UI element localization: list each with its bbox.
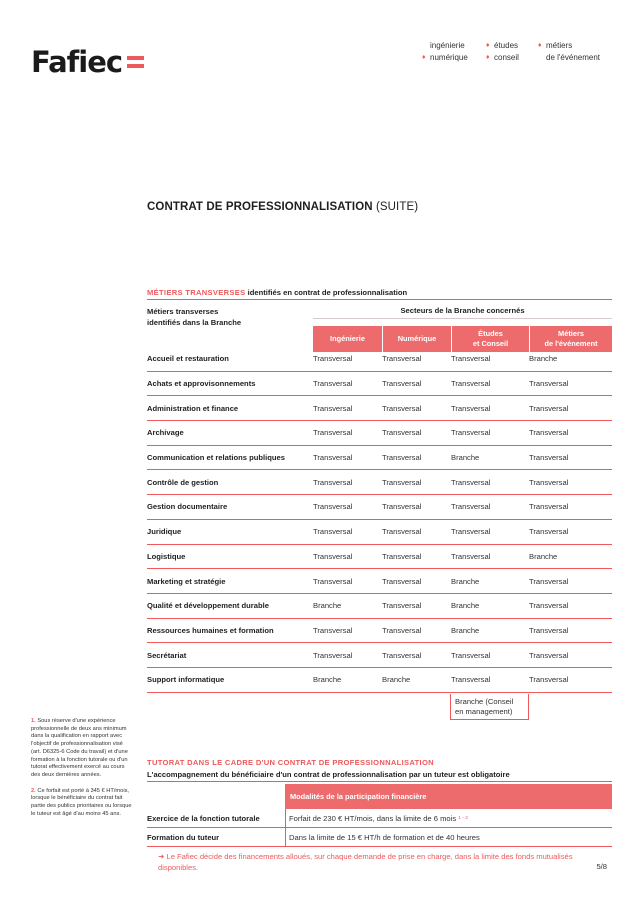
tutorat-row-label: Formation du tuteur (147, 832, 220, 842)
tutorat-title: TUTORAT DANS LE CADRE D'UN CONTRAT DE PROFESSIONNALISATION (147, 758, 434, 767)
fafiec-logo (31, 45, 144, 79)
logo-equals-icon (127, 56, 144, 68)
sector-value-cell: Transversal (451, 379, 491, 389)
tutorat-subtitle: L'accompagnement du bénéficiaire d'un contrat de professionnalisation par un tuteur est obligatoire (147, 770, 510, 779)
sector-value-cell: Transversal (451, 527, 491, 537)
tagline-col-1 (422, 40, 468, 64)
sector-value-cell: Transversal (313, 551, 353, 561)
sector-value-cell: Transversal (382, 576, 422, 586)
table-row (147, 396, 612, 421)
tagline-evenement: de l'événement (546, 53, 601, 62)
tutorat-row-value (285, 828, 480, 846)
sector-label: de l'événement (544, 339, 598, 348)
sector-value-cell: Transversal (382, 354, 422, 364)
table-row (147, 520, 612, 545)
sector-value-cell: Transversal (529, 601, 569, 611)
footnote-number: 1. (31, 718, 36, 724)
footnote-number: 2. (31, 787, 36, 794)
diamond-icon: ♦ (538, 42, 542, 49)
sector-value-cell: Branche (451, 576, 480, 586)
diamond-icon: ♦ (422, 54, 426, 61)
section-heading-accent: MÉTIERS TRANSVERSES (147, 288, 246, 297)
table-row (147, 569, 612, 594)
metier-name: Gestion documentaire (147, 502, 228, 512)
metier-name: Logistique (147, 551, 186, 561)
sector-value-cell: Transversal (451, 354, 491, 364)
sector-value-cell: Transversal (313, 354, 353, 364)
tagline-metiers: métiers (546, 41, 573, 50)
page-title-main: CONTRAT DE PROFESSIONNALISATION (147, 201, 373, 213)
footnote-1 (31, 718, 134, 780)
sector-label: Ingénierie (330, 334, 365, 343)
sector-value-cell: Transversal (382, 403, 422, 413)
sector-value-cell: Transversal (529, 625, 569, 635)
sector-value-cell: Transversal (382, 379, 422, 389)
sector-value-cell: Transversal (529, 477, 569, 487)
page-number: 5/8 (596, 862, 607, 871)
metier-name: Achats et approvisonnements (147, 379, 256, 389)
extra-line-1: Branche (Conseil (455, 697, 514, 706)
sector-value-cell: Transversal (382, 428, 422, 438)
sector-value-cell: Transversal (529, 379, 569, 389)
logo-wordmark: Fafiec (31, 45, 123, 79)
sector-label: et Conseil (472, 339, 509, 348)
page-title-suffix: (SUITE) (375, 201, 419, 213)
metier-name: Ressources humaines et formation (147, 625, 274, 635)
table-row (147, 372, 612, 397)
tutorat-top-divider (147, 781, 612, 782)
footnote-text: Ce forfait est porté à 345 € HT/mois, lorsque le bénéficiaire du contrat fait partie des publics prioritaires ou lorsque le tuteur est âgé d'au moins 45 ans. (31, 787, 132, 817)
page-title (147, 201, 418, 213)
tutorat-value-text: Dans la limite de 15 € HT/h de formation et de 40 heures (289, 832, 480, 842)
sector-value-cell: Branche (382, 675, 411, 685)
metiers-table-body (147, 347, 612, 693)
table-row (147, 668, 612, 693)
tagline-ingenierie: ingénierie (430, 41, 465, 50)
metier-name: Support informatique (147, 675, 225, 685)
footnote-text: Sous réserve d'une expérience professionnelle de deux ans minimum dans la qualification en rapport avec l'objectif de professionnalisation visé (art. D6325-6 Code du travail) et d'une formation à la fonction tutorale ou d'un tutorat effectivement exercé au cours des deux dernières années. (31, 718, 128, 778)
sector-label: Métiers (558, 329, 584, 338)
section-top-divider (147, 299, 612, 300)
metier-name: Communication et relations publiques (147, 453, 285, 463)
footnote-2 (31, 788, 134, 819)
tagline-numerique: numérique (430, 53, 468, 62)
sector-value-cell: Branche (529, 354, 558, 364)
sector-value-cell: Transversal (451, 502, 491, 512)
tutorat-row (147, 809, 612, 828)
sector-value-cell: Transversal (313, 379, 353, 389)
sector-value-cell: Transversal (382, 453, 422, 463)
sector-value-cell: Transversal (382, 502, 422, 512)
footnote-ref: 1 - 2 (458, 815, 468, 821)
sector-value-cell: Transversal (313, 576, 353, 586)
header-line-2: identifiés dans la Branche (147, 318, 242, 327)
sector-value-cell: Transversal (382, 650, 422, 660)
tagline-conseil: conseil (494, 53, 519, 62)
table-row (147, 619, 612, 644)
sector-value-cell: Transversal (313, 428, 353, 438)
footnotes (31, 718, 134, 826)
sector-value-cell: Branche (451, 601, 480, 611)
header-divider (313, 318, 612, 319)
sector-value-cell: Transversal (529, 502, 569, 512)
sector-value-cell: Transversal (451, 551, 491, 561)
table-row (147, 347, 612, 372)
section-heading-rest: identifiés en contrat de professionnalisation (247, 288, 408, 297)
sector-value-cell: Branche (529, 551, 558, 561)
extra-line-2: en management) (455, 707, 513, 716)
metier-name: Accueil et restauration (147, 354, 229, 364)
sector-value-cell: Transversal (313, 527, 353, 537)
sector-value-cell: Transversal (529, 576, 569, 586)
sector-value-cell: Transversal (382, 601, 422, 611)
sector-value-cell: Transversal (451, 428, 491, 438)
table-header-secteurs: Secteurs de la Branche concernés (400, 306, 525, 315)
table-header-metiers (147, 306, 241, 328)
header-line-1: Métiers transverses (147, 307, 219, 316)
sector-value-cell: Branche (451, 625, 480, 635)
tutorat-row (147, 828, 612, 847)
sector-value-cell: Transversal (382, 551, 422, 561)
sector-value-cell: Branche (313, 675, 342, 685)
diamond-icon: ♦ (486, 42, 490, 49)
sector-value-cell: Branche (313, 601, 342, 611)
table-row (147, 545, 612, 570)
sector-value-cell: Transversal (451, 650, 491, 660)
metier-name: Contrôle de gestion (147, 477, 219, 487)
table-row (147, 421, 612, 446)
sector-value-cell: Branche (451, 453, 480, 463)
table-row (147, 446, 612, 471)
metier-name: Administration et finance (147, 403, 239, 413)
metier-name: Juridique (147, 527, 182, 537)
sector-value-cell: Transversal (313, 502, 353, 512)
sector-value-cell: Transversal (529, 428, 569, 438)
tutorat-table-header: Modalités de la participation financière (285, 784, 612, 809)
sector-value-cell: Transversal (529, 527, 569, 537)
sector-value-cell: Transversal (451, 403, 491, 413)
table-row (147, 470, 612, 495)
table-row (147, 594, 612, 619)
metier-name: Qualité et développement durable (147, 601, 269, 611)
diamond-icon: ♦ (486, 54, 490, 61)
sector-label: Numérique (397, 334, 437, 343)
sector-value-cell: Transversal (313, 650, 353, 660)
sector-value-cell: Transversal (529, 675, 569, 685)
sector-value-cell: Transversal (313, 625, 353, 635)
metier-name: Marketing et stratégie (147, 576, 226, 586)
sector-value-cell: Transversal (382, 527, 422, 537)
sector-value-cell: Transversal (529, 403, 569, 413)
sector-value-cell: Transversal (313, 477, 353, 487)
sector-value-cell: Transversal (451, 675, 491, 685)
table-row (147, 643, 612, 668)
tutorat-row-value (285, 809, 468, 827)
sector-value-cell: Transversal (529, 650, 569, 660)
sector-value-cell: Transversal (313, 403, 353, 413)
tutorat-value-text: Forfait de 230 € HT/mois, dans la limite de 6 mois (289, 813, 457, 823)
sector-value-cell: Transversal (313, 453, 353, 463)
metier-name: Secrétariat (147, 650, 187, 660)
section-metiers-heading (147, 288, 407, 297)
table-row (147, 495, 612, 520)
tutorat-row-label: Exercice de la fonction tutorale (147, 813, 260, 823)
sector-value-cell: Transversal (451, 477, 491, 487)
tagline-etudes: études (494, 41, 519, 50)
sector-value-cell: Transversal (529, 453, 569, 463)
tagline-col-3 (538, 40, 600, 64)
metier-name: Archivage (147, 428, 184, 438)
sector-value-cell: Transversal (382, 625, 422, 635)
tagline-col-2 (486, 40, 519, 64)
extra-branch-note (450, 694, 529, 720)
sector-label: Études (478, 329, 503, 338)
funding-note: ➜ Le Fafiec décide des financements alloués, sur chaque demande de prise en charge, dans la limite des fonds mutualisés disponibles. (158, 852, 573, 872)
sector-value-cell: Transversal (382, 477, 422, 487)
